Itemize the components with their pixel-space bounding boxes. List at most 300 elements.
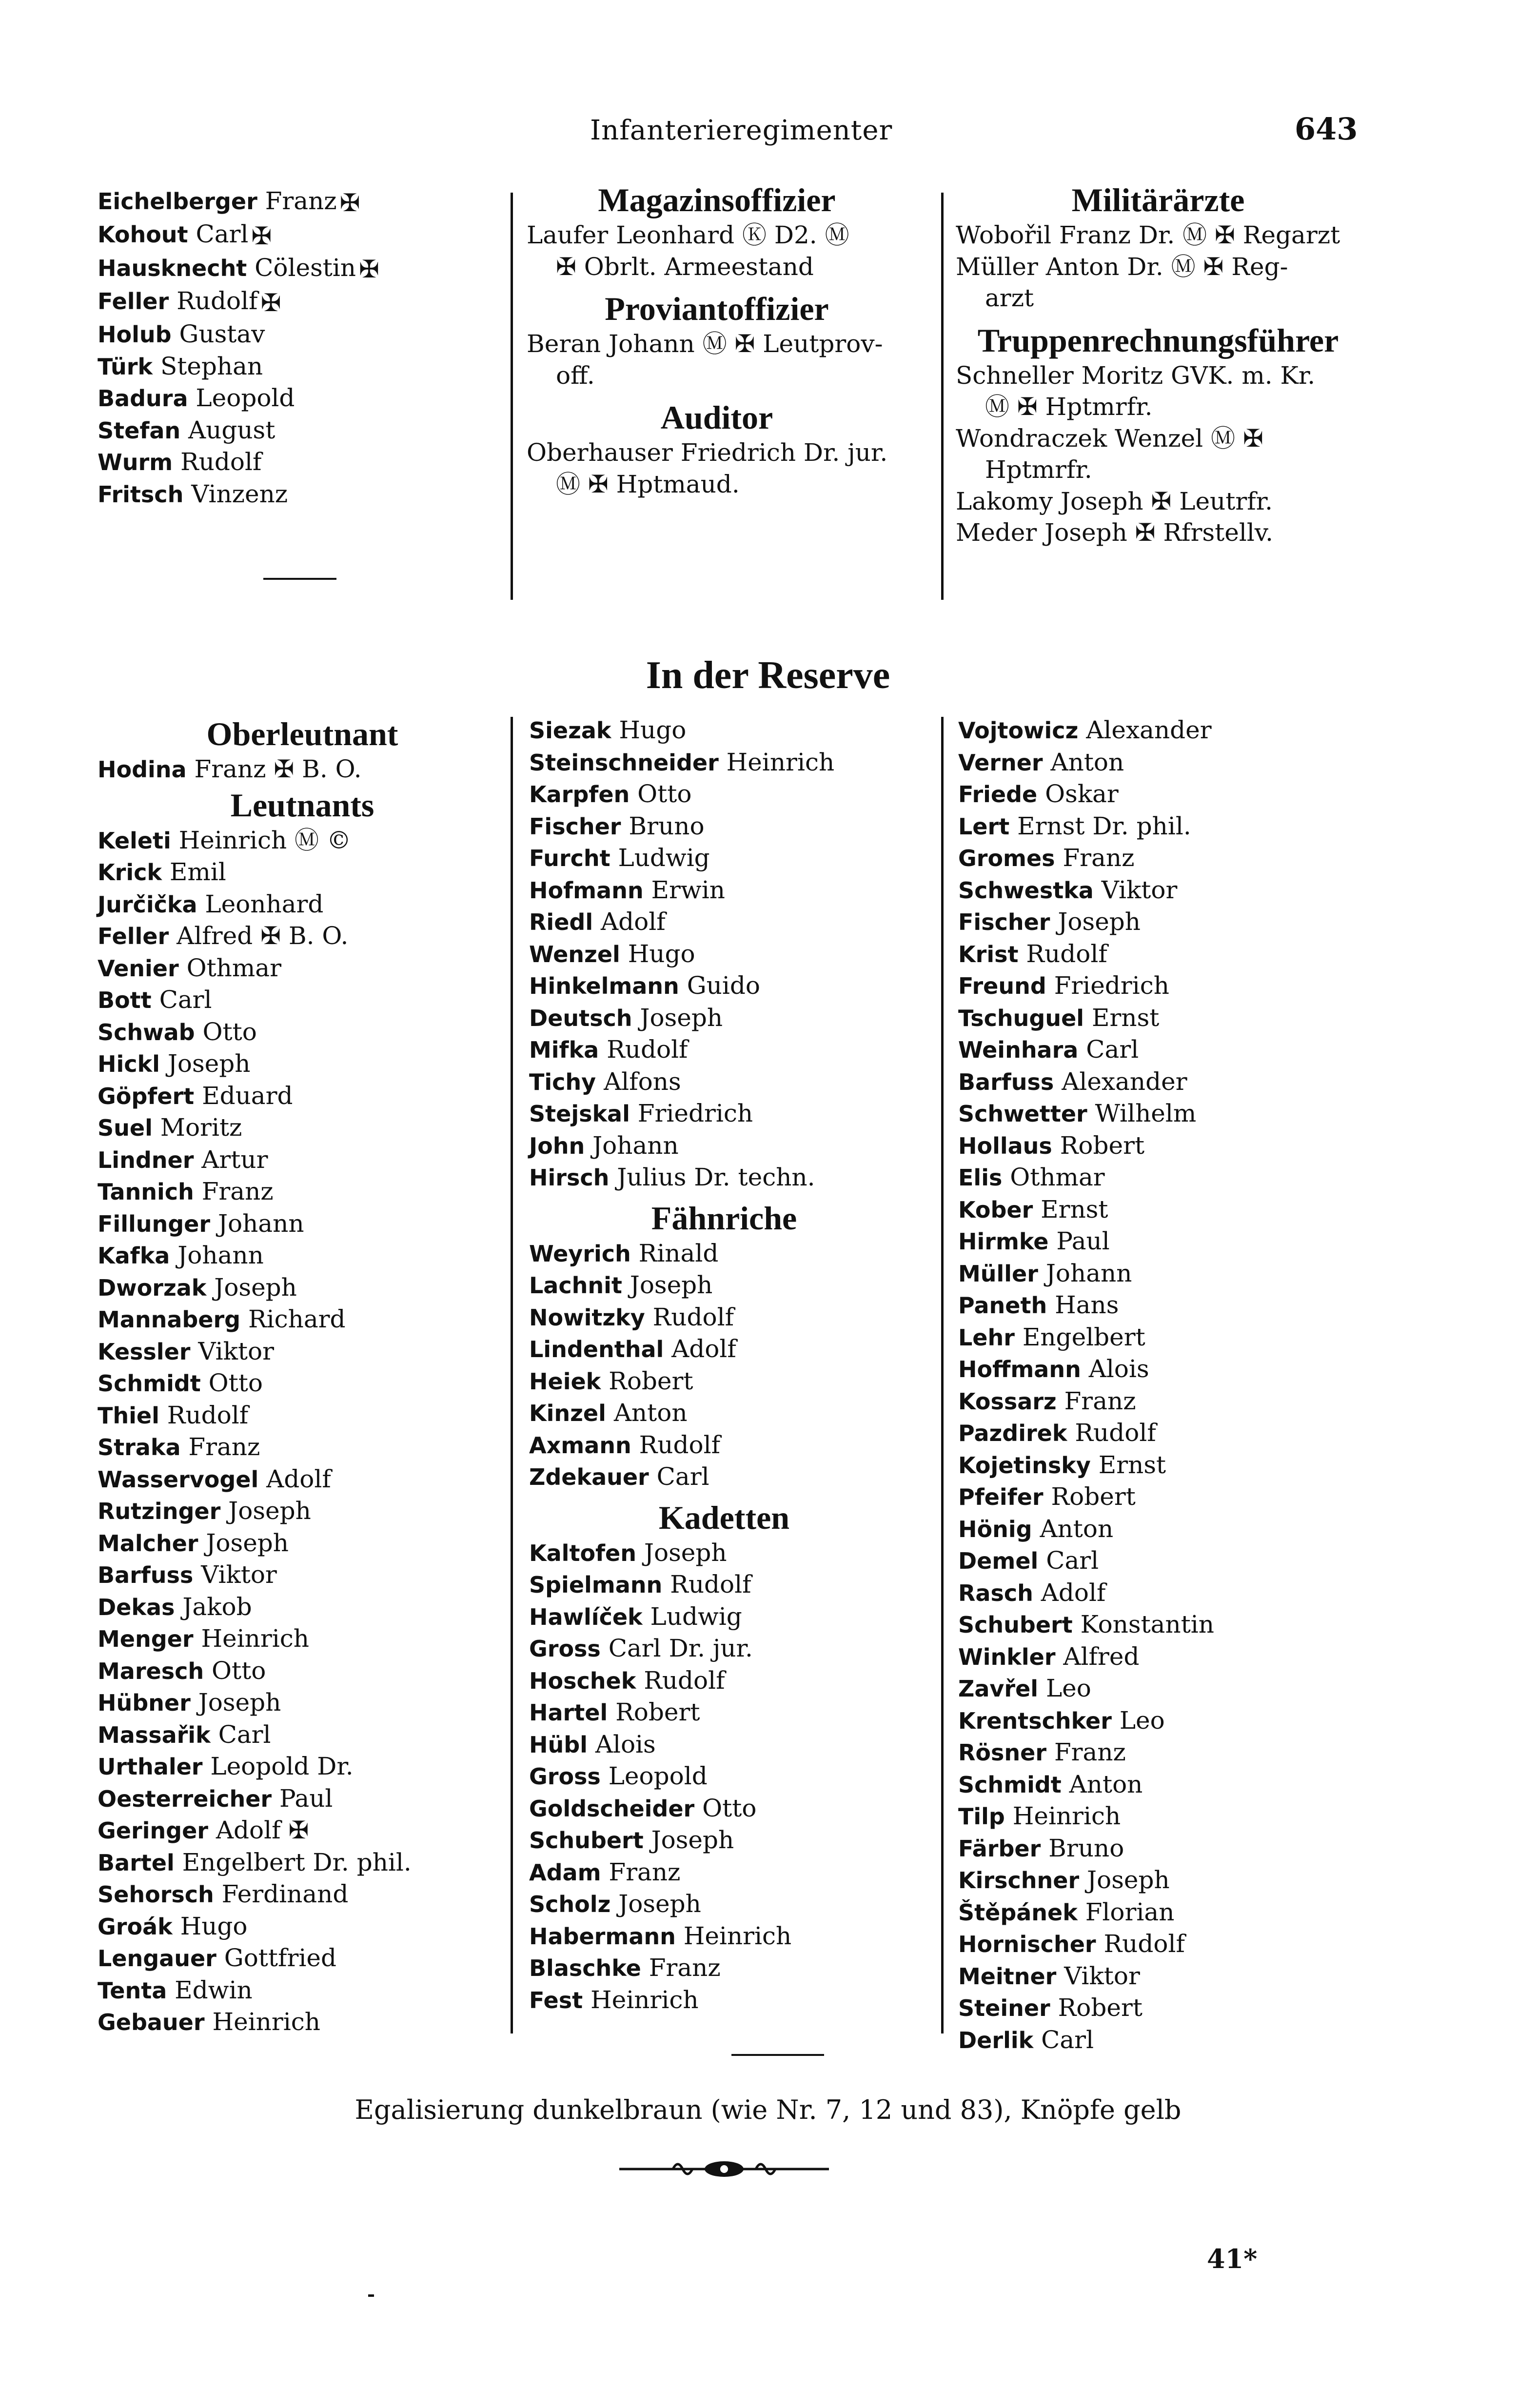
given-name: August xyxy=(188,415,276,444)
list-item xyxy=(98,318,488,351)
auditor-heading: Auditor xyxy=(660,399,773,436)
list-item xyxy=(529,1569,929,1601)
given-name: Gottfried xyxy=(224,1944,336,1972)
surname: Lindner xyxy=(98,1146,194,1173)
surname: Schmidt xyxy=(98,1370,201,1397)
given-name: Carl xyxy=(1046,1546,1099,1575)
surname: Mannaberg xyxy=(98,1306,241,1333)
given-name: Carl xyxy=(1086,1035,1139,1064)
surname: Rutzinger xyxy=(98,1498,221,1524)
given-name: Johann xyxy=(177,1241,264,1269)
list-item xyxy=(98,1942,507,1974)
list-item xyxy=(529,970,929,1002)
given-name: Anton xyxy=(1050,748,1124,776)
given-name: Carl xyxy=(1041,2025,1094,2054)
surname: Fritsch xyxy=(98,481,184,508)
surname: Stefan xyxy=(98,417,181,444)
given-name: Othmar xyxy=(1010,1163,1105,1191)
list-item xyxy=(98,920,507,952)
given-name: Leo xyxy=(1119,1706,1165,1735)
given-name: Franz xyxy=(265,187,337,215)
surname: Holub xyxy=(98,321,172,348)
list-item xyxy=(958,1960,1358,1993)
surname: Hoffmann xyxy=(958,1356,1081,1382)
given-name: Carl xyxy=(196,220,249,249)
given-name: Adolf xyxy=(671,1335,736,1363)
list-item xyxy=(98,1272,507,1304)
list-item xyxy=(98,1783,507,1815)
given-name: Anton xyxy=(1040,1514,1114,1543)
list-item xyxy=(529,1888,929,1920)
reserve-middle-list xyxy=(529,714,929,1194)
surname: Štěpánek xyxy=(958,1899,1078,1926)
column-divider xyxy=(941,717,944,2033)
list-item xyxy=(958,1737,1358,1769)
given-name: Julius Dr. techn. xyxy=(617,1163,815,1191)
surname: Färber xyxy=(958,1835,1041,1862)
given-name: Jakob xyxy=(182,1592,252,1621)
given-name: Johann xyxy=(217,1209,304,1238)
list-item xyxy=(958,1481,1358,1513)
surname: Weinhara xyxy=(958,1037,1079,1063)
reserve-middle-column xyxy=(529,714,929,2016)
list-item xyxy=(958,1353,1358,1385)
given-name: Bruno xyxy=(629,811,705,840)
merit-cross-icon: ✠ xyxy=(359,255,379,284)
surname: Türk xyxy=(98,353,153,380)
given-name: Heinrich xyxy=(683,1921,792,1950)
truppenrechnungsfuehrer-heading: Truppenrechnungsführer xyxy=(977,321,1339,359)
list-item xyxy=(529,747,929,779)
surname: Müller xyxy=(958,1260,1038,1287)
given-name: Rudolf xyxy=(607,1035,688,1064)
given-name: Heinrich xyxy=(726,748,835,776)
surname: Schwab xyxy=(98,1019,195,1046)
surname: Kossarz xyxy=(958,1388,1057,1415)
list-item xyxy=(98,382,488,414)
given-name: Rudolf xyxy=(1075,1419,1156,1447)
ornament-rule xyxy=(619,2154,829,2184)
list-item xyxy=(958,1194,1358,1226)
surname: Lindenthal xyxy=(529,1336,664,1362)
list-item xyxy=(958,1322,1358,1354)
list-item xyxy=(958,1928,1358,1960)
surname: John xyxy=(529,1132,585,1159)
truppenrechnungsfuehrer-entry xyxy=(956,360,1360,549)
given-name: Paul xyxy=(1056,1227,1110,1255)
surname: Mifka xyxy=(529,1037,599,1063)
given-name: Alfons xyxy=(604,1067,681,1096)
given-name: Joseph xyxy=(214,1273,297,1302)
list-item xyxy=(529,1729,929,1761)
given-name: Otto xyxy=(208,1369,263,1397)
surname: Eichelberger xyxy=(98,188,257,215)
given-name: Heinrich xyxy=(1012,1802,1121,1830)
given-name: Leo xyxy=(1045,1674,1091,1702)
given-name: Otto xyxy=(637,780,692,808)
list-item xyxy=(529,1665,929,1697)
given-name: Joseph xyxy=(640,1003,723,1032)
given-name: Rudolf xyxy=(652,1303,734,1331)
surname: Wurm xyxy=(98,449,173,475)
surname: Nowitzky xyxy=(529,1304,645,1331)
given-name: Joseph xyxy=(651,1826,734,1854)
given-name: Adolf xyxy=(601,908,666,936)
list-item xyxy=(958,1002,1358,1034)
surname: Krick xyxy=(98,859,162,886)
surname: Hodina xyxy=(98,756,187,783)
surname: Hollaus xyxy=(958,1132,1052,1159)
given-name: Leopold xyxy=(196,384,295,412)
list-item xyxy=(98,1336,507,1368)
militaeraerzte-entry xyxy=(956,219,1360,314)
entry-line: Wondraczek Wenzel Ⓜ ✠ xyxy=(956,424,1263,453)
list-item xyxy=(98,218,488,252)
list-item xyxy=(98,1240,507,1272)
surname: Hübner xyxy=(98,1690,191,1716)
given-name: Wilhelm xyxy=(1095,1099,1197,1127)
entry-line: Meder Joseph ✠ Rfrstellv. xyxy=(956,518,1274,547)
list-item xyxy=(529,1920,929,1953)
given-name: Edwin xyxy=(175,1975,253,2004)
surname: Thiel xyxy=(98,1402,159,1429)
stray-mark xyxy=(368,2294,374,2297)
surname: Göpfert xyxy=(98,1083,195,1109)
given-name: Joseph xyxy=(198,1688,281,1717)
list-item xyxy=(98,984,507,1016)
given-name: Heinrich xyxy=(212,2008,320,2036)
surname: Scholz xyxy=(529,1891,611,1917)
entry-line: Wobořil Franz Dr. Ⓜ ✠ Regarzt xyxy=(956,221,1340,249)
surname: Adam xyxy=(529,1859,601,1886)
surname: Gebauer xyxy=(98,2009,205,2035)
given-name: Franz xyxy=(1063,844,1135,872)
list-item xyxy=(958,714,1358,747)
surname: Gromes xyxy=(958,845,1055,871)
list-item xyxy=(98,1048,507,1080)
list-item xyxy=(958,1800,1358,1833)
list-item xyxy=(98,1495,507,1527)
list-item xyxy=(98,1974,507,2007)
surname: Massařik xyxy=(98,1721,211,1748)
surname: Schwetter xyxy=(958,1101,1087,1127)
list-item xyxy=(958,1225,1358,1258)
list-item xyxy=(958,1705,1358,1737)
surname: Keleti xyxy=(98,827,171,854)
given-name: Robert xyxy=(1051,1482,1136,1511)
reserve-title: In der Reserve xyxy=(646,654,890,697)
given-name: Franz xyxy=(188,1433,260,1461)
given-name: Viktor xyxy=(198,1337,274,1365)
list-item xyxy=(958,1449,1358,1481)
list-item xyxy=(98,1591,507,1623)
given-name: Viktor xyxy=(1101,875,1178,904)
surname: Friede xyxy=(958,781,1038,808)
surname: Hausknecht xyxy=(98,255,247,281)
surname: Derlik xyxy=(958,2027,1034,2053)
given-name: Adolf ✠ xyxy=(216,1816,309,1844)
given-name: Ludwig xyxy=(618,844,710,872)
list-item xyxy=(529,1162,929,1194)
surname: Winkler xyxy=(958,1643,1056,1670)
proviantoffizier-heading: Proviantoffizier xyxy=(605,290,829,327)
given-name: Rudolf xyxy=(1103,1930,1185,1958)
reserve-left-column xyxy=(98,714,507,2038)
list-item xyxy=(529,1760,929,1793)
given-name: Robert xyxy=(1060,1131,1145,1160)
list-item xyxy=(958,1034,1358,1066)
list-item xyxy=(958,1577,1358,1609)
given-name: Rudolf xyxy=(180,448,262,476)
surname: Kafka xyxy=(98,1243,170,1269)
magazinsoffizier-entry xyxy=(527,219,907,282)
list-item xyxy=(98,1367,507,1400)
facing-colour-note: Egalisierung dunkelbraun (wie Nr. 7, 12 und 83), Knöpfe gelb xyxy=(354,2094,1182,2125)
surname: Krist xyxy=(958,941,1019,967)
list-item xyxy=(529,1365,929,1398)
list-item xyxy=(529,1269,929,1302)
given-name: Artur xyxy=(201,1145,268,1174)
surname: Zdekauer xyxy=(529,1464,649,1490)
surname: Lehr xyxy=(958,1324,1015,1351)
given-name: Rudolf xyxy=(644,1666,725,1695)
given-name: Joseph xyxy=(206,1528,289,1557)
surname: Dworzak xyxy=(98,1274,207,1301)
surname: Krentschker xyxy=(958,1707,1112,1734)
surname: Tichy xyxy=(529,1068,596,1095)
staff-middle-column xyxy=(527,180,907,500)
surname: Kirschner xyxy=(958,1867,1080,1894)
surname: Kaltofen xyxy=(529,1540,637,1566)
list-item xyxy=(958,1385,1358,1418)
list-item xyxy=(98,1687,507,1719)
given-name: Florian xyxy=(1085,1897,1175,1926)
entry-line: Müller Anton Dr. Ⓜ ✠ Reg- xyxy=(956,252,1288,281)
given-name: Viktor xyxy=(1064,1961,1140,1990)
surname: Siezak xyxy=(529,717,611,744)
list-item xyxy=(958,1896,1358,1929)
surname: Schmidt xyxy=(958,1771,1062,1798)
surname: Wasservogel xyxy=(98,1466,259,1493)
surname: Groák xyxy=(98,1913,173,1940)
given-name: Robert xyxy=(615,1698,700,1726)
surname: Fischer xyxy=(529,813,621,840)
list-item xyxy=(529,906,929,938)
list-item xyxy=(958,1833,1358,1865)
given-name: Franz xyxy=(649,1954,721,1982)
list-item xyxy=(529,1633,929,1665)
given-name: Friedrich xyxy=(1054,971,1169,1000)
surname: Hornischer xyxy=(958,1931,1096,1957)
column-divider xyxy=(511,717,513,2033)
list-item xyxy=(958,1545,1358,1577)
surname: Hinkelmann xyxy=(529,973,679,999)
surname: Steinschneider xyxy=(529,749,719,776)
auditor-entry xyxy=(527,437,907,500)
list-item xyxy=(529,1333,929,1365)
militaeraerzte-heading: Militärärzte xyxy=(1071,181,1245,218)
list-item xyxy=(958,747,1358,779)
given-name: Hans xyxy=(1055,1291,1119,1319)
given-name: Gustav xyxy=(179,320,265,348)
surname: Suel xyxy=(98,1115,153,1141)
surname: Steiner xyxy=(958,1995,1050,2021)
surname: Meitner xyxy=(958,1963,1057,1990)
surname: Fillunger xyxy=(98,1210,211,1237)
given-name: Adolf xyxy=(1041,1578,1106,1607)
surname: Schwestka xyxy=(958,877,1094,904)
leutnants-list xyxy=(98,825,507,2038)
surname: Axmann xyxy=(529,1432,631,1459)
given-name: Otto xyxy=(212,1656,266,1685)
list-item xyxy=(958,1098,1358,1130)
list-item xyxy=(98,825,507,857)
surname: Sehorsch xyxy=(98,1881,214,1908)
given-name: Alexander xyxy=(1062,1067,1187,1096)
surname: Tilp xyxy=(958,1803,1005,1830)
surname: Hirmke xyxy=(958,1228,1049,1255)
surname: Hübl xyxy=(529,1731,588,1758)
list-item xyxy=(529,938,929,970)
list-item xyxy=(958,1130,1358,1162)
surname: Tenta xyxy=(98,1977,167,2004)
surname: Demel xyxy=(958,1548,1039,1574)
list-item xyxy=(958,1609,1358,1641)
list-item xyxy=(958,1673,1358,1705)
given-name: Alois xyxy=(1088,1355,1149,1383)
list-item xyxy=(958,874,1358,907)
surname: Pfeifer xyxy=(958,1484,1044,1510)
given-name: Johann xyxy=(1045,1259,1132,1287)
surname: Goldscheider xyxy=(529,1795,695,1822)
given-name: Franz ✠ B. O. xyxy=(194,755,362,783)
surname: Hofmann xyxy=(529,877,644,904)
proviantoffizier-entry xyxy=(527,328,907,391)
given-name: Leonhard xyxy=(205,889,324,918)
kadetten-heading: Kadetten xyxy=(658,1499,790,1536)
surname: Gross xyxy=(529,1763,601,1790)
surname: Lachnit xyxy=(529,1272,622,1299)
surname: Pazdirek xyxy=(958,1420,1067,1446)
surname: Wenzel xyxy=(529,941,620,967)
given-name: Ernst xyxy=(1091,1003,1160,1032)
kadetten-list xyxy=(529,1537,929,2016)
list-item xyxy=(98,1144,507,1176)
faehnriche-list xyxy=(529,1238,929,1493)
surname: Kinzel xyxy=(529,1400,606,1426)
surname: Rösner xyxy=(958,1739,1047,1766)
list-item xyxy=(529,1002,929,1034)
given-name: Engelbert xyxy=(1022,1322,1145,1351)
list-item xyxy=(98,1176,507,1208)
leutnants-heading: Leutnants xyxy=(230,786,374,824)
surname: Schubert xyxy=(529,1827,644,1854)
list-item xyxy=(98,1112,507,1144)
given-name: Othmar xyxy=(186,953,282,982)
given-name: Emil xyxy=(169,858,226,886)
surname: Spielmann xyxy=(529,1572,663,1598)
surname: Kessler xyxy=(98,1338,191,1365)
entry-line: Beran Johann Ⓜ ✠ Leutprov- xyxy=(527,330,883,358)
surname: Habermann xyxy=(529,1923,676,1950)
surname: Verner xyxy=(958,749,1043,776)
given-name: Anton xyxy=(613,1399,688,1427)
surname: Geringer xyxy=(98,1817,208,1844)
given-name: Carl xyxy=(218,1720,271,1749)
surname: Hirsch xyxy=(529,1165,610,1191)
list-item xyxy=(98,1655,507,1687)
surname: Venier xyxy=(98,955,179,982)
list-item xyxy=(958,778,1358,810)
list-item xyxy=(958,1417,1358,1449)
list-item xyxy=(98,1527,507,1559)
given-name: Erwin xyxy=(651,875,725,904)
list-item xyxy=(529,1397,929,1429)
staff-right-column xyxy=(956,180,1360,549)
list-item xyxy=(529,1952,929,1984)
magazinsoffizier-heading: Magazinsoffizier xyxy=(598,181,836,218)
reserve-right-column xyxy=(958,714,1358,2056)
given-name: Heinrich xyxy=(201,1624,309,1653)
list-item xyxy=(98,888,507,921)
given-name: Alfred ✠ B. O. xyxy=(177,922,349,950)
list-item xyxy=(98,1400,507,1432)
list-item xyxy=(958,1066,1358,1098)
given-name: Joseph xyxy=(644,1538,727,1567)
list-item xyxy=(529,1098,929,1130)
surname: Oesterreicher xyxy=(98,1785,272,1812)
list-item xyxy=(529,1793,929,1825)
surname: Barfuss xyxy=(98,1562,194,1588)
surname: Straka xyxy=(98,1434,181,1461)
list-item xyxy=(98,1751,507,1783)
list-item xyxy=(98,753,507,786)
list-item xyxy=(958,1513,1358,1545)
given-name: Rudolf xyxy=(167,1401,249,1429)
surname: Hickl xyxy=(98,1051,160,1077)
active-officer-list xyxy=(98,185,488,510)
surname: Lengauer xyxy=(98,1945,217,1972)
list-item xyxy=(958,1769,1358,1801)
given-name: Joseph xyxy=(228,1497,311,1525)
running-head: Infanterieregimenter xyxy=(590,115,893,146)
given-name: Adolf xyxy=(266,1464,331,1493)
surname: Schubert xyxy=(958,1612,1073,1638)
list-item xyxy=(98,1623,507,1655)
surname: Weyrich xyxy=(529,1240,631,1267)
list-item xyxy=(529,1537,929,1569)
given-name: Cölestin xyxy=(255,253,356,282)
given-name: Paul xyxy=(279,1784,333,1813)
given-name: Bruno xyxy=(1048,1834,1124,1862)
given-name: Ernst Dr. phil. xyxy=(1017,811,1191,840)
entry-line: off. xyxy=(556,361,595,390)
given-name: Engelbert Dr. phil. xyxy=(182,1848,412,1876)
list-item xyxy=(958,1864,1358,1896)
given-name: Hugo xyxy=(619,716,687,744)
list-item xyxy=(98,1911,507,1943)
list-item xyxy=(529,714,929,747)
list-item xyxy=(529,1697,929,1729)
page-number: 643 xyxy=(1295,111,1358,147)
given-name: Carl xyxy=(159,986,212,1014)
signature-mark: 41* xyxy=(1207,2243,1258,2274)
surname: Kojetinsky xyxy=(958,1452,1091,1479)
merit-cross-icon: ✠ xyxy=(339,188,360,217)
given-name: Joseph xyxy=(1087,1866,1170,1894)
surname: Furcht xyxy=(529,845,610,871)
given-name: Alexander xyxy=(1086,716,1212,744)
